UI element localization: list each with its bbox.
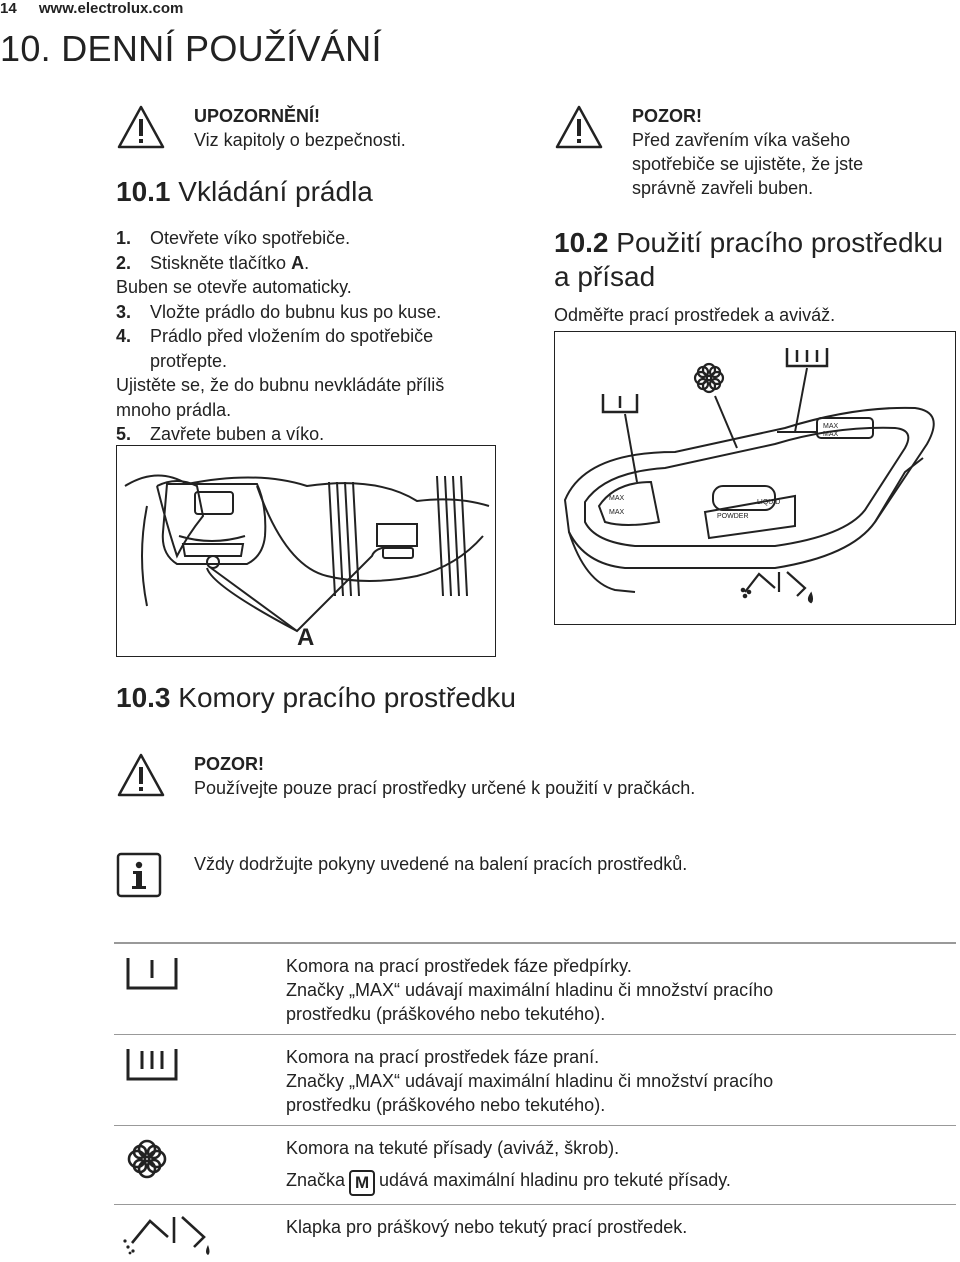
section-title-text: Vkládání prádla: [178, 176, 373, 207]
warning-triangle-icon: [116, 104, 166, 150]
section-title-10-1: [116, 176, 373, 208]
softener-flower-icon: [122, 1134, 172, 1184]
warning-title: UPOZORNĚNÍ!: [194, 106, 320, 126]
section-title-line2: a přísad: [554, 261, 656, 292]
compartment-row-prewash: [114, 944, 956, 1035]
section-number: 10.2: [554, 227, 609, 258]
max-mark-prewash: MAX: [609, 495, 625, 502]
info-icon: [116, 852, 162, 898]
softener-flower-symbol: [695, 364, 723, 392]
compartment-desc: prostředku (práškového nebo tekutého).: [286, 1004, 606, 1024]
loading-steps: [116, 226, 516, 447]
section-title-line1: Použití pracího prostředku: [616, 227, 944, 258]
warning-text: Viz kapitoly o bezpečnosti.: [194, 130, 406, 150]
powder-liquid-flap-icon: [120, 1209, 216, 1259]
max-mark-prewash-2: MAX: [609, 509, 625, 516]
compartment-desc: Značky „MAX“ udávají maximální hladinu či množství pracího: [286, 1071, 774, 1091]
powder-liquid-flap-symbol: [742, 572, 812, 602]
dispenser-figure: [554, 331, 956, 625]
step-2: 2. Stiskněte tlačítko A.: [116, 252, 310, 273]
liquid-label: LIQUID: [757, 499, 781, 506]
compartment-row-softener: [114, 1126, 956, 1205]
warning-block: [194, 104, 406, 152]
section-number: 10.3: [116, 682, 171, 713]
chapter-title: 10. DENNÍ POUŽÍVÁNÍ: [0, 28, 382, 69]
section-title-10-3: [116, 682, 516, 714]
step-5: 5. Zavřete buben a víko.: [116, 424, 325, 444]
wash-compartment-icon: [124, 1043, 184, 1093]
caution-text: Používejte pouze prací prostředky určené k použití v pračkách.: [194, 778, 696, 798]
caution-triangle-icon: [116, 752, 166, 798]
caution-line-2: spotřebiče se ujistěte, že jste: [632, 154, 864, 174]
step-2-note: Buben se otevře automaticky.: [116, 277, 352, 297]
drum-figure: [116, 445, 496, 657]
step-4: 4. Prádlo před vložením do spotřebiče: [116, 326, 434, 346]
caution-triangle-icon: [554, 104, 604, 150]
page-header: [0, 0, 183, 17]
section-title-text: Komory pracího prostředku: [178, 682, 516, 713]
section-title-10-2: [554, 226, 943, 294]
caution-line-1: Před zavřením víka vašeho: [632, 130, 851, 150]
step-4-cont: protřepte.: [150, 350, 228, 371]
info-text: Vždy dodržujte pokyny uvedené na balení pracích prostředků.: [194, 854, 688, 874]
compartment-desc: Komora na prací prostředek fáze praní.: [286, 1047, 600, 1067]
caution-title: POZOR!: [632, 106, 702, 126]
page-number: 14: [0, 0, 17, 17]
button-a-label: A: [297, 624, 315, 651]
compartment-desc: prostředku (práškového nebo tekutého).: [286, 1095, 606, 1115]
prewash-compartment-icon: [124, 952, 184, 1002]
caution-title: POZOR!: [194, 754, 264, 774]
step-1: 1. Otevřete víko spotřebiče.: [116, 228, 351, 248]
max-mark-wash: MAX: [823, 423, 839, 430]
compartments-table: [114, 942, 956, 1247]
detergent-caution: [194, 752, 695, 800]
step-4-note: Ujistěte se, že do bubnu nevkládáte příliš: [116, 375, 445, 395]
detergent-intro: Odměřte prací prostředek a aviváž.: [554, 305, 836, 325]
compartment-desc: Značka M udává maximální hladinu pro tekuté přísady.: [286, 1168, 731, 1196]
compartment-row-wash: [114, 1035, 956, 1126]
step-4-note-cont: mnoho prádla.: [116, 399, 232, 420]
compartment-desc: Klapka pro práškový nebo tekutý prací prostředek.: [286, 1217, 688, 1237]
caution-line-3: správně zavřeli buben.: [632, 178, 814, 198]
section-number: 10.1: [116, 176, 171, 207]
dispenser-illustration: [555, 332, 955, 624]
compartment-desc: Komora na tekuté přísady (aviváž, škrob).: [286, 1138, 620, 1158]
powder-label: POWDER: [717, 513, 749, 520]
max-m-badge-icon: M: [349, 1170, 375, 1196]
compartment-desc: Značky „MAX“ udávají maximální hladinu či množství pracího: [286, 980, 774, 1000]
compartment-desc: Komora na prací prostředek fáze předpírky.: [286, 956, 632, 976]
max-mark-wash-2: MAX: [823, 431, 839, 438]
compartment-row-flap: [114, 1205, 956, 1247]
caution-block: [632, 104, 863, 200]
step-3: 3. Vložte prádlo do bubnu kus po kuse.: [116, 301, 442, 322]
website-link[interactable]: www.electrolux.com: [38, 0, 184, 17]
